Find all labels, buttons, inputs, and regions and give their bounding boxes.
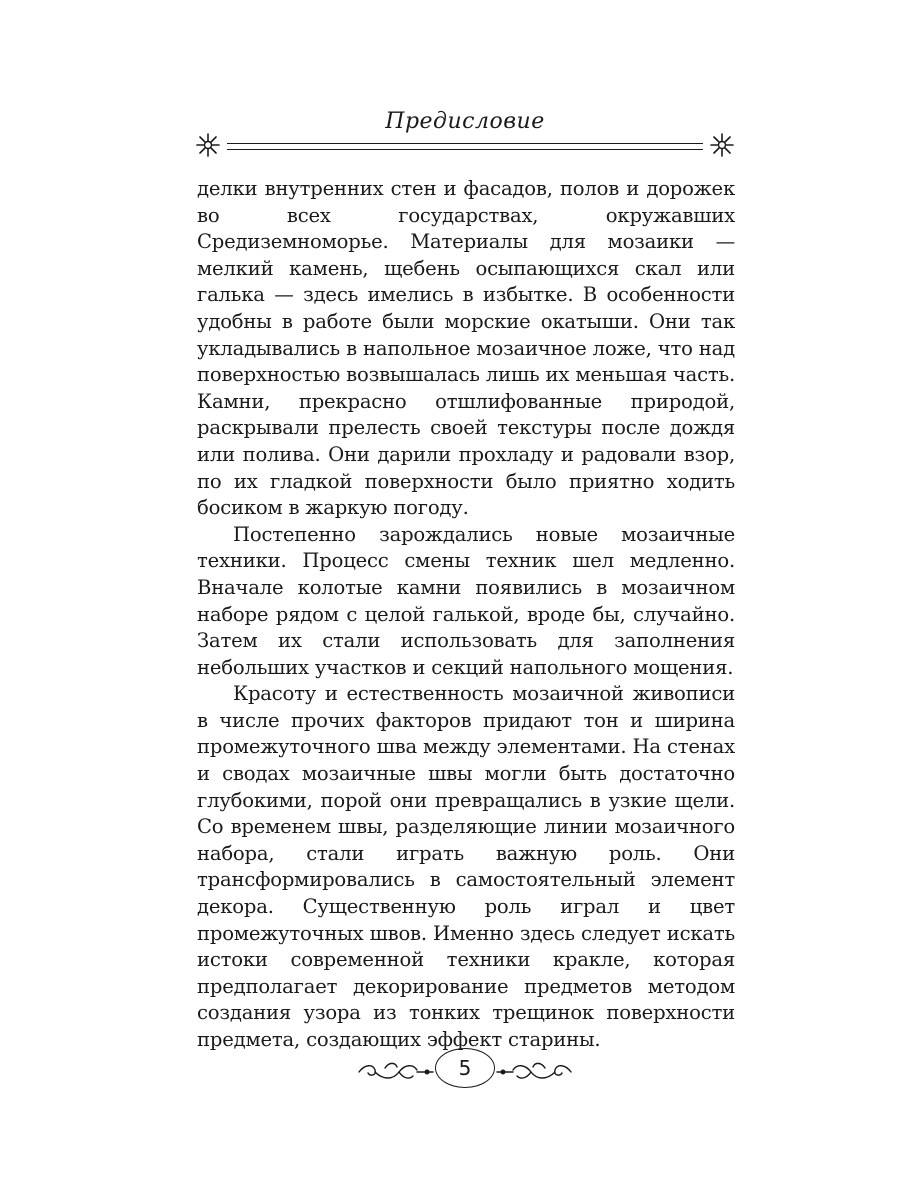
section-title: Предисловие xyxy=(385,109,545,134)
page-number: 5 xyxy=(435,1048,495,1088)
paragraph: Постепенно зарождались новые мозаичные техники. Процесс смены техник шел медленно. Вначале колотые камни появились в мозаичном наборе рядом с целой галькой, вроде бы, случайно. Затем их стали использовать для заполнения небольших участков и секций напольного мощения. xyxy=(197,522,735,679)
running-head xyxy=(195,105,735,163)
flower-ornament-icon xyxy=(709,132,735,158)
folio xyxy=(355,1044,575,1100)
body-text xyxy=(197,176,735,1054)
paragraph: Красоту и естественность мозаичной живописи в числе прочих факторов придают тон и ширина промежуточного шва между элементами. На стенах и сводах мозаичные швы могли быть достаточно глубокими, порой они превращались в узкие щели. Со временем швы, разделяющие линии мозаичного набора, стали играть важную роль. Они трансформировались в самостоятельный элемент декора. Существенную роль играл и цвет промежуточных швов. Именно здесь следует искать истоки современной техники кракле, которая предполагает декорирование предметов методом создания узора из тонких трещинок поверхности предмета, создающих эффект старины. xyxy=(197,682,735,1051)
paragraph: делки внутренних стен и фасадов, полов и дорожек во всех государствах, окружавших Средиземноморье. Материалы для мозаики — мелкий камень, щебень осыпающихся скал или галька — здесь имелись в избытке. В особенности удобны в работе были морские окатыши. Они так укладывались в напольное мозаичное ложе, что над поверхностью возвышалась лишь их меньшая часть. Камни, прекрасно отшлифованные природой, раскрывали прелесть своей текстуры после дождя или полива. Они дарили прохладу и радовали взор, по их гладкой поверхности было приятно ходить босиком в жаркую погоду. xyxy=(197,177,735,520)
swirl-flourish-icon xyxy=(493,1058,575,1086)
flower-ornament-icon xyxy=(195,132,221,158)
swirl-flourish-icon xyxy=(355,1058,437,1086)
head-rule-divider xyxy=(227,143,703,150)
